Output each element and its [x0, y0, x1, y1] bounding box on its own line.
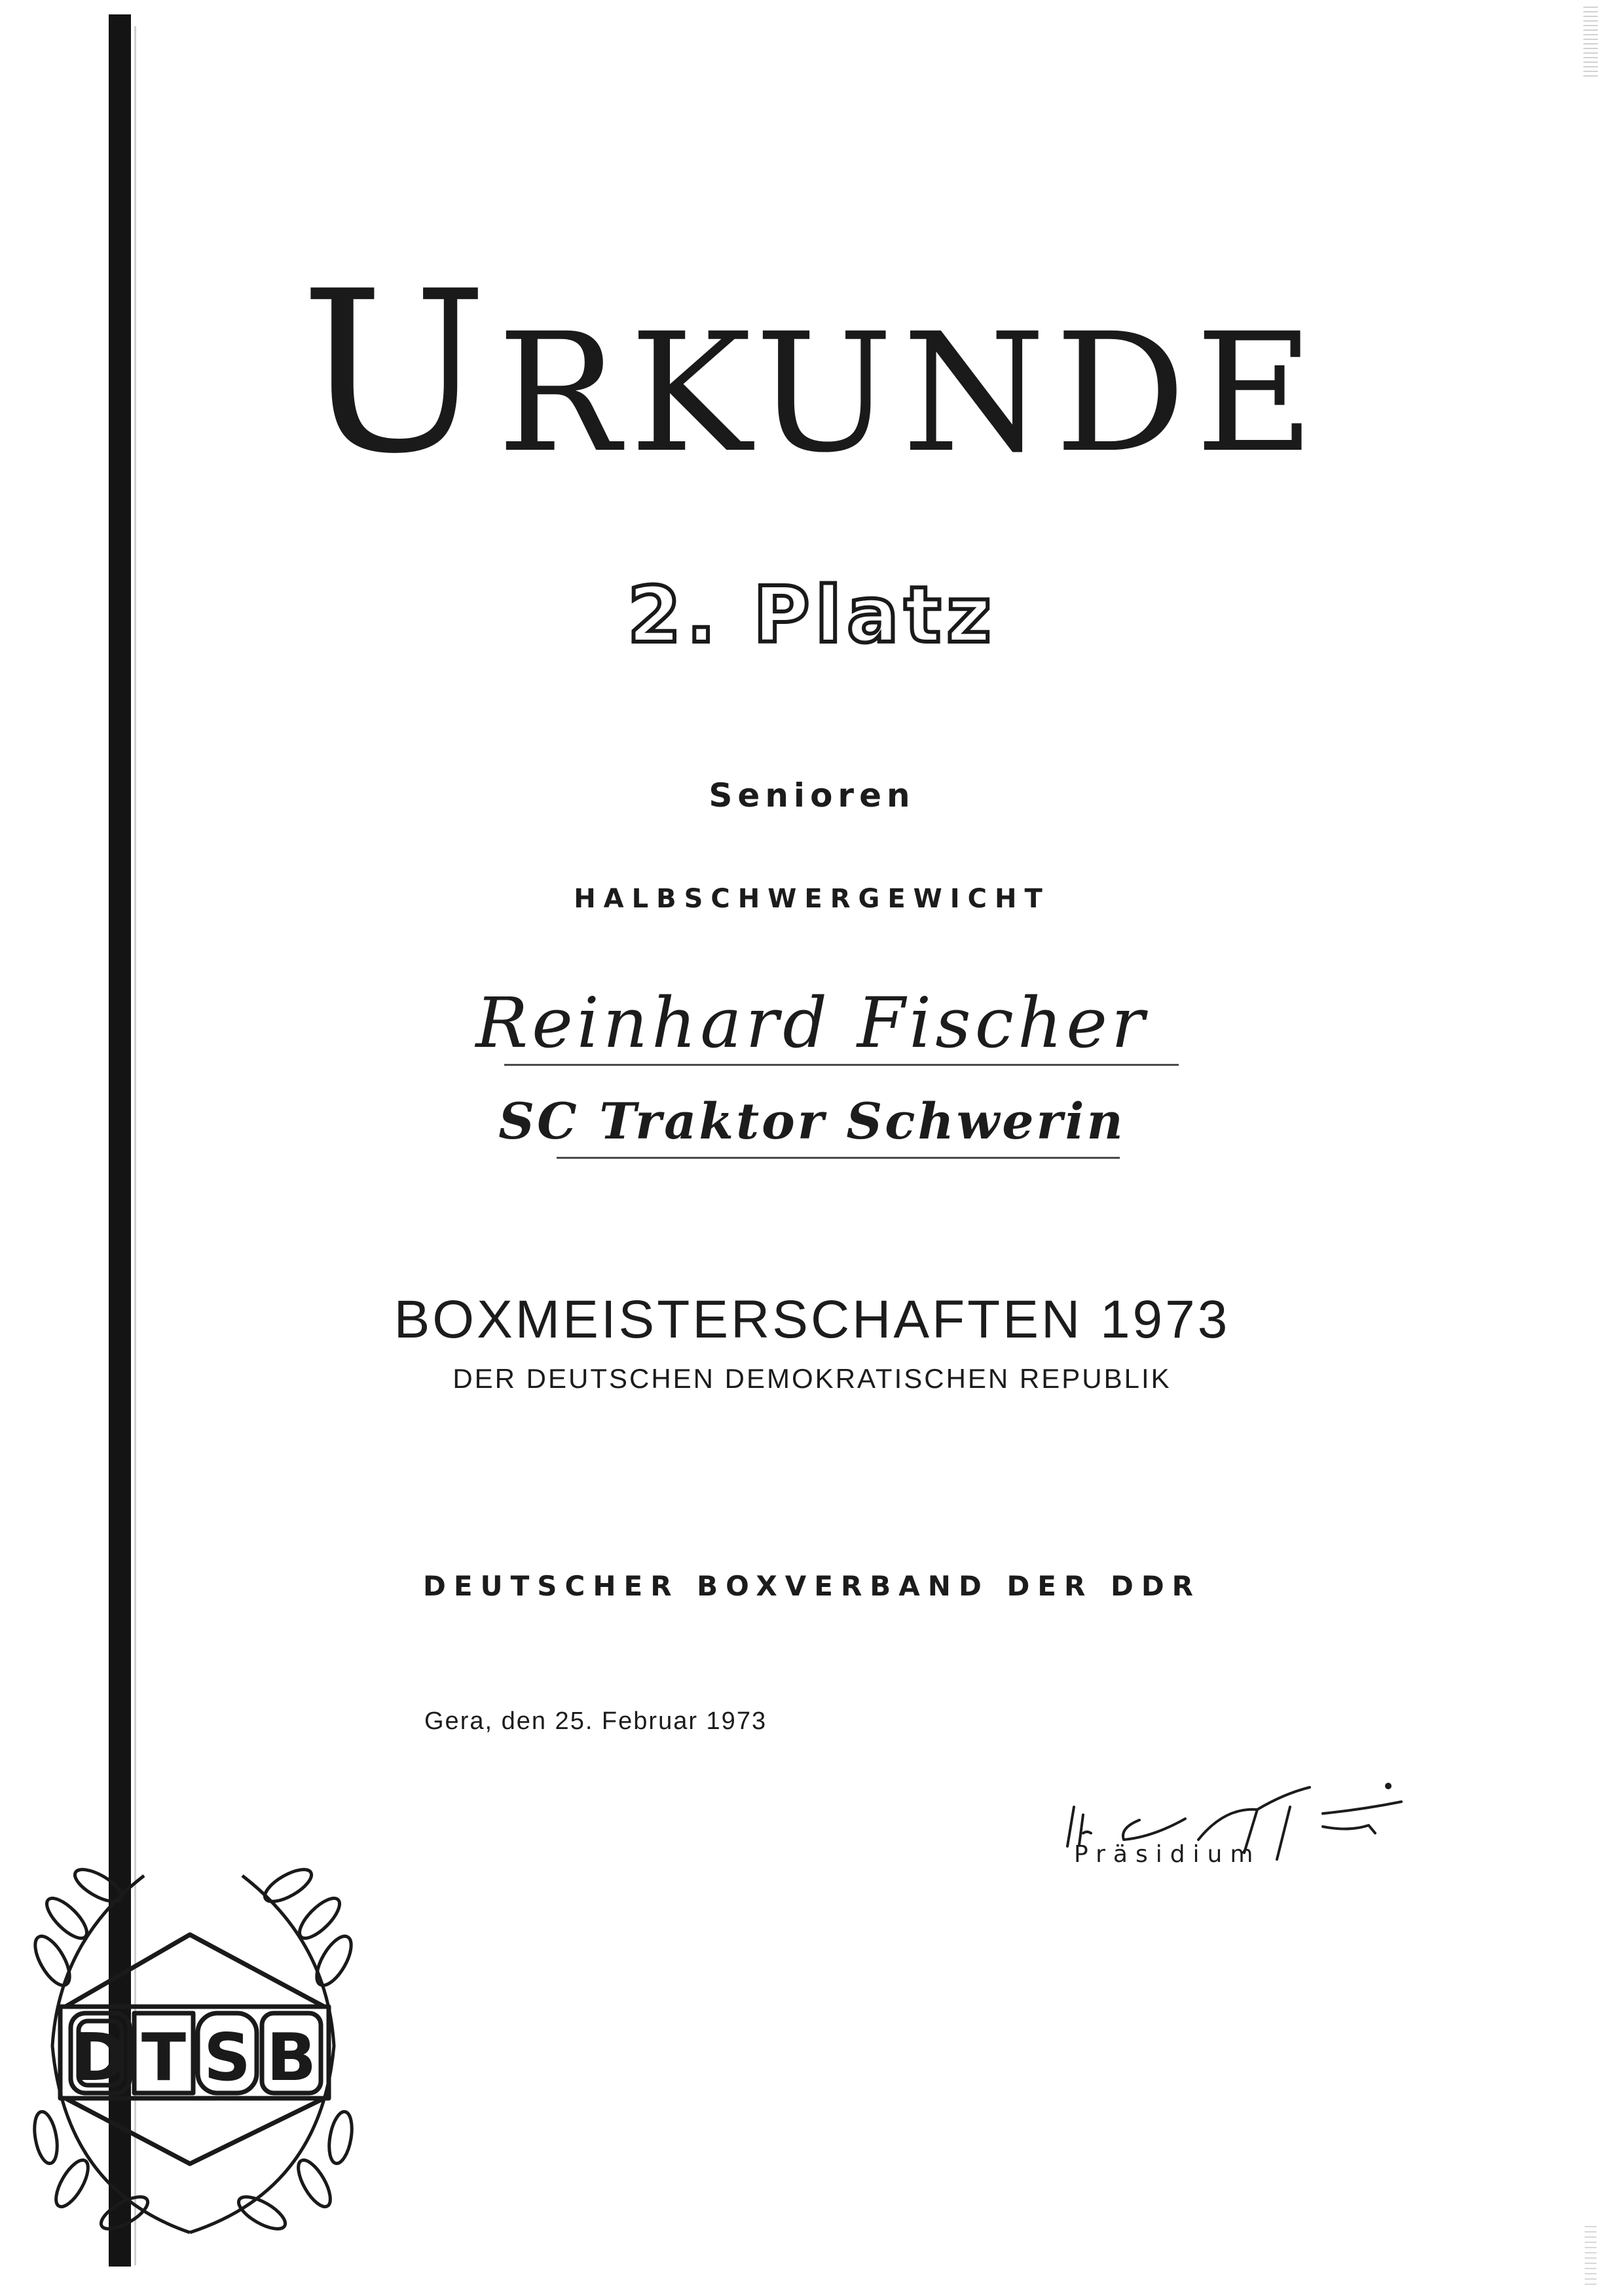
svg-text:D: D [72, 2019, 127, 2096]
event-title: BOXMEISTERSCHAFTEN 1973 [394, 1290, 1230, 1349]
recipient-name: Reinhard Fischer [475, 983, 1149, 1063]
scan-speckle-top [1583, 7, 1598, 79]
club-underline [557, 1157, 1120, 1159]
title-rest: RKUNDE [497, 298, 1324, 488]
age-category: Senioren [709, 776, 915, 814]
place-and-date: Gera, den 25. Februar 1973 [424, 1707, 767, 1735]
svg-text:T: T [141, 2019, 187, 2096]
club-name: SC Traktor Schwerin [498, 1092, 1126, 1150]
event-subtitle: DER DEUTSCHEN DEMOKRATISCHEN REPUBLIK [452, 1363, 1172, 1394]
certificate-title [0, 244, 1624, 503]
federation-name: DEUTSCHER BOXVERBAND DER DDR [422, 1570, 1202, 1602]
recipient-underline [504, 1064, 1179, 1066]
signatory-label: Präsidium [1074, 1841, 1261, 1868]
svg-text:B: B [266, 2019, 317, 2096]
placement: 2. Platz [627, 570, 997, 660]
scan-speckle-bottom [1585, 2226, 1596, 2285]
title-initial: U [300, 244, 498, 503]
dtsb-laurel-emblem-icon [26, 1850, 360, 2242]
weight-class: HALBSCHWERGEWICHT [574, 884, 1050, 914]
svg-text:S: S [203, 2019, 251, 2096]
